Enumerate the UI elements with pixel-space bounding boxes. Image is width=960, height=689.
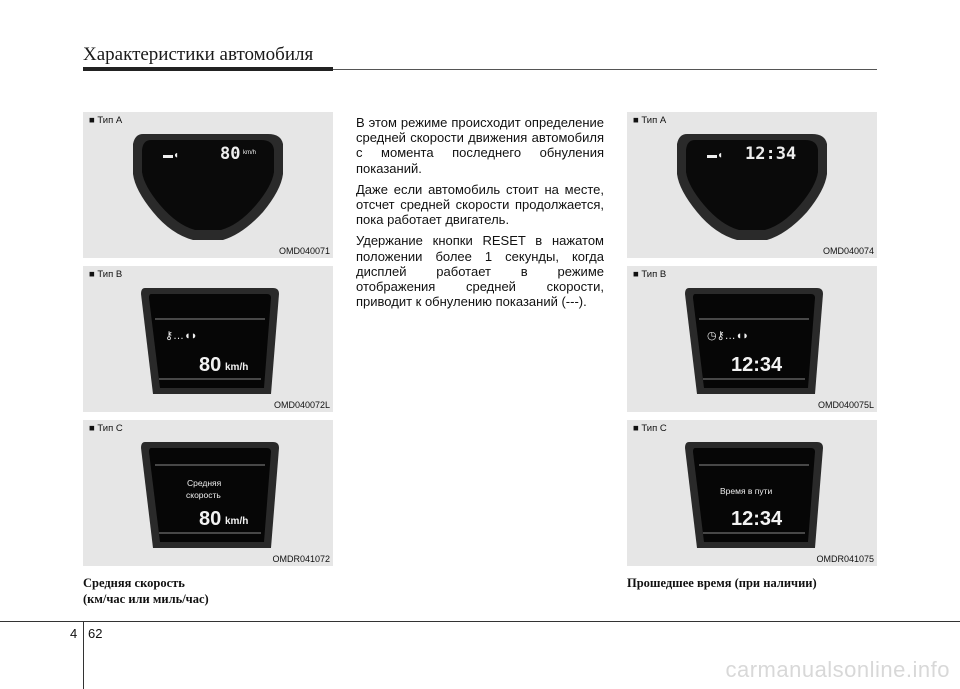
paragraph-2: Даже если автомобиль стоит на месте, отсчет средней скорости продолжается, пока работает двигатель. bbox=[356, 181, 604, 228]
figure-type-label: ■ Тип B bbox=[89, 269, 123, 280]
figure-type-label: ■ Тип B bbox=[633, 269, 667, 280]
figure-code: OMDR041072 bbox=[272, 554, 330, 564]
figure-type-label: ■ Тип C bbox=[633, 423, 667, 434]
display-line-1: Время в пути bbox=[720, 486, 773, 496]
cluster-illustration-type-b bbox=[83, 266, 333, 412]
left-caption-line-2: (км/час или миль/час) bbox=[83, 592, 209, 606]
figure-elapsed-time-type-b bbox=[627, 266, 877, 412]
time-readout: 12:34 bbox=[731, 354, 783, 376]
speed-unit: km/h bbox=[225, 362, 249, 373]
display-line-2: скорость bbox=[186, 490, 221, 500]
figure-type-label: ■ Тип A bbox=[633, 115, 667, 126]
footer-rule bbox=[0, 621, 960, 622]
key-car-icon: ⚷…◖◗ bbox=[165, 330, 198, 342]
cluster-illustration-type-a bbox=[83, 112, 333, 258]
page-header-title: Характеристики автомобиля bbox=[83, 44, 314, 65]
figure-code: OMD040074 bbox=[822, 246, 874, 256]
chapter-number: 4 bbox=[70, 626, 78, 641]
time-readout: 12:34 bbox=[731, 508, 783, 530]
car-icon: ▬◖ bbox=[163, 150, 180, 161]
figure-code: OMDR041075 bbox=[816, 554, 874, 564]
left-caption-line-1: Средняя скорость bbox=[83, 576, 185, 590]
right-caption: Прошедшее время (при наличии) bbox=[627, 576, 817, 590]
speed-unit: km/h bbox=[243, 150, 257, 156]
figure-avg-speed-type-b bbox=[83, 266, 333, 412]
speed-unit: km/h bbox=[225, 516, 249, 527]
header-rule-thin bbox=[333, 69, 877, 70]
figure-type-label: ■ Тип C bbox=[89, 423, 123, 434]
paragraph-3: Удержание кнопки RESET в нажатом положении более 1 секунды, когда дисплей работает в режиме отображения средней скорости, приводит к обнулению показаний (---). bbox=[356, 233, 604, 310]
display-line-1: Средняя bbox=[187, 478, 222, 488]
figure-elapsed-time-type-c bbox=[627, 420, 877, 566]
left-caption bbox=[83, 575, 209, 607]
figure-code: OMD040072L bbox=[273, 400, 330, 410]
footer-divider bbox=[83, 621, 84, 689]
speed-readout: 80 bbox=[199, 508, 222, 530]
figure-elapsed-time-type-a bbox=[627, 112, 877, 258]
header-rule-thick bbox=[83, 67, 333, 71]
watermark: carmanualsonline.info bbox=[725, 657, 950, 682]
speed-readout: 80 bbox=[220, 144, 241, 164]
clock-key-car-icon: ◷⚷…◖◗ bbox=[707, 330, 749, 342]
body-text bbox=[356, 115, 604, 315]
figure-code: OMD040075L bbox=[817, 400, 874, 410]
figure-avg-speed-type-c bbox=[83, 420, 333, 566]
cluster-illustration-type-a bbox=[627, 112, 877, 258]
cluster-illustration-type-b bbox=[627, 266, 877, 412]
time-readout: 12:34 bbox=[745, 144, 797, 164]
paragraph-1: В этом режиме происходит определение средней скорости движения автомобиля с момента последнего обнуления показаний. bbox=[356, 115, 604, 176]
speed-readout: 80 bbox=[199, 354, 222, 376]
figure-avg-speed-type-a bbox=[83, 112, 333, 258]
car-icon: ▬◖ bbox=[707, 150, 724, 161]
figure-type-label: ■ Тип A bbox=[89, 115, 123, 126]
figure-code: OMD040071 bbox=[278, 246, 330, 256]
page-number: 62 bbox=[88, 626, 103, 641]
